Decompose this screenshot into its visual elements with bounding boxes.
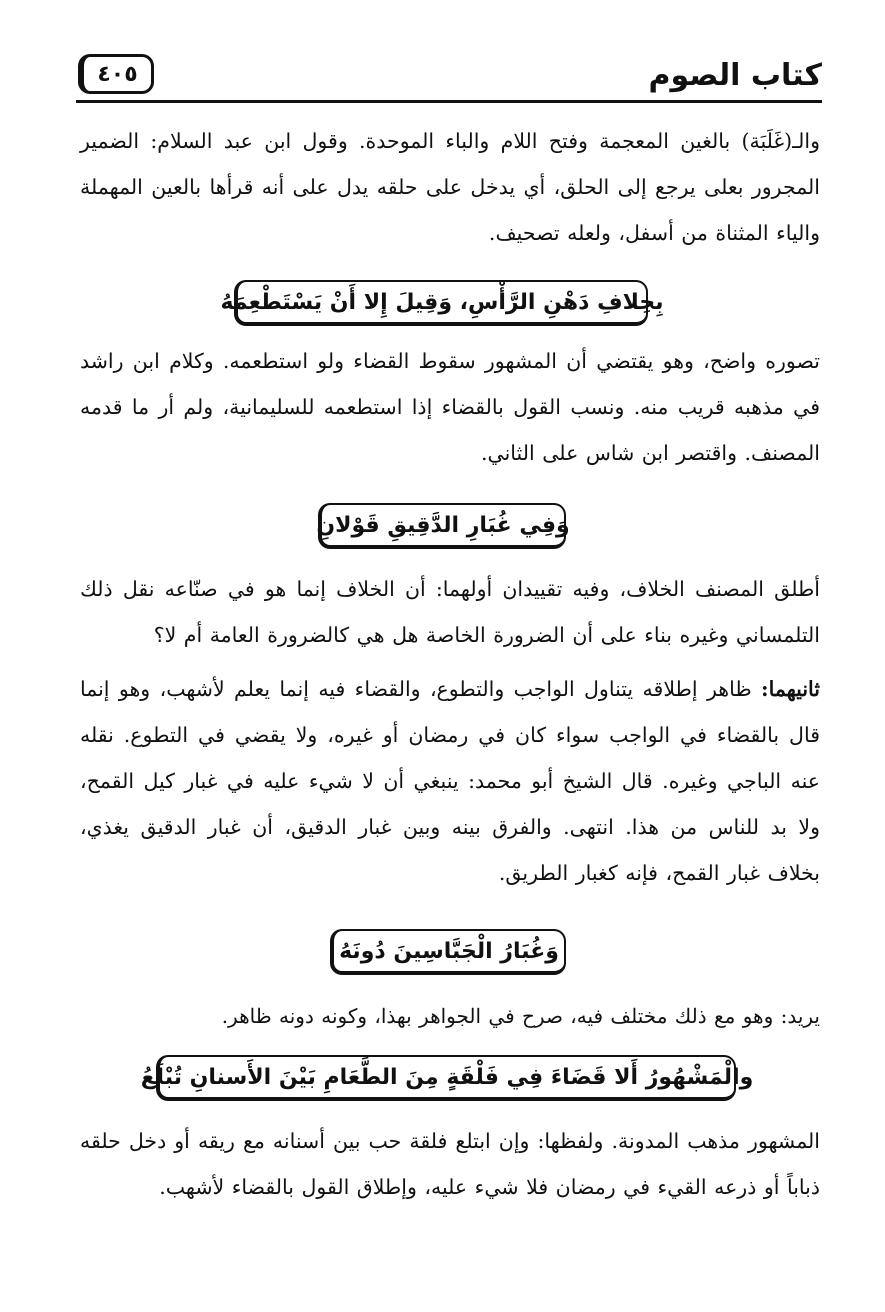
matn-text-3: وَغُبَارُ الْجَبَّاسِينَ دُونَهُ <box>339 938 559 964</box>
paragraph-2: تصوره واضح، وهو يقتضي أن المشهور سقوط القضاء ولو استطعمه. وكلام ابن راشد في مذهبه قريب منه. ونسب القول بالقضاء إذا استطعمه للسليمانية، ولم أر ما قدمه المصنف. واقتصر ابن شاس على الثاني. <box>80 349 820 465</box>
paragraph-6: المشهور مذهب المدونة. ولفظها: وإن ابتلع فلقة حب بين أسنانه مع ريقه أو دخل حلقه ذباباً أو ذرعه القيء في رمضان فلا شيء عليه، وإطلاق القول بالقضاء لأشهب. <box>80 1129 820 1199</box>
running-title: كتاب الصوم <box>648 58 822 93</box>
matn-text-1: بِخِلافِ دَهْنِ الرَّأْسِ، وَقِيلَ إِلا أَنْ يَسْتَطْعِمَهُ <box>220 289 664 315</box>
page-number-box <box>78 54 154 94</box>
paragraph-3: أطلق المصنف الخلاف، وفيه تقييدان أولهما: أن الخلاف إنما هو في صنّاعه نقل ذلك التلمساني وغيره بناء على أن الضرورة الخاصة هل هي كالضرورة العامة أم لا؟ <box>80 577 820 647</box>
paragraph-4-lead: ثانيهما: <box>761 677 820 701</box>
paragraph-4 <box>80 666 820 896</box>
page-number: ٤٠٥ <box>97 61 138 87</box>
matn-box-2 <box>316 503 570 549</box>
matn-box-4 <box>140 1055 754 1101</box>
paragraph-1: والـ(غَلَبَة) بالغين المعجمة وفتح اللام والباء الموحدة. وقول ابن عبد السلام: الضمير المجرور بعلى يرجع إلى الحلق، أي يدخل على حلقه يدل على أنه قرأها بالعين المهملة والياء المثناة من أسفل، ولعله تصحيف. <box>80 129 820 245</box>
header-rule <box>76 100 822 103</box>
matn-text-2: وَفِي غُبَارِ الدَّقِيقِ قَوْلانِ <box>316 512 570 538</box>
matn-box-1 <box>220 280 664 326</box>
paragraph-5: يريد: وهو مع ذلك مختلف فيه، صرح في الجواهر بهذا، وكونه دونه ظاهر. <box>221 1004 820 1028</box>
matn-text-4: والْمَشْهُورُ أَلا قَضَاءَ فِي فَلْقَةٍ مِنَ الطَّعَامِ بَيْنَ الأَسنانِ تُبْلَعُ <box>140 1064 754 1090</box>
matn-box-3 <box>330 929 566 975</box>
page-header <box>76 48 822 108</box>
paragraph-4-body: ظاهر إطلاقه يتناول الواجب والتطوع، والقضاء فيه إنما يعلم لأشهب، وهو إنما قال بالقضاء في الواجب سواء كان في رمضان أو غيره، ولا يقضي في التطوع. نقله عنه الباجي وغيره. قال الشيخ أبو محمد: ينبغي أن لا شيء عليه في غبار كيل القمح، ولا بد للناس من هذا. انتهى. والفرق بينه وبين غبار الدقيق، أن غبار الدقيق يغذي، بخلاف غبار القمح، فإنه كغبار الطريق. <box>80 677 820 885</box>
